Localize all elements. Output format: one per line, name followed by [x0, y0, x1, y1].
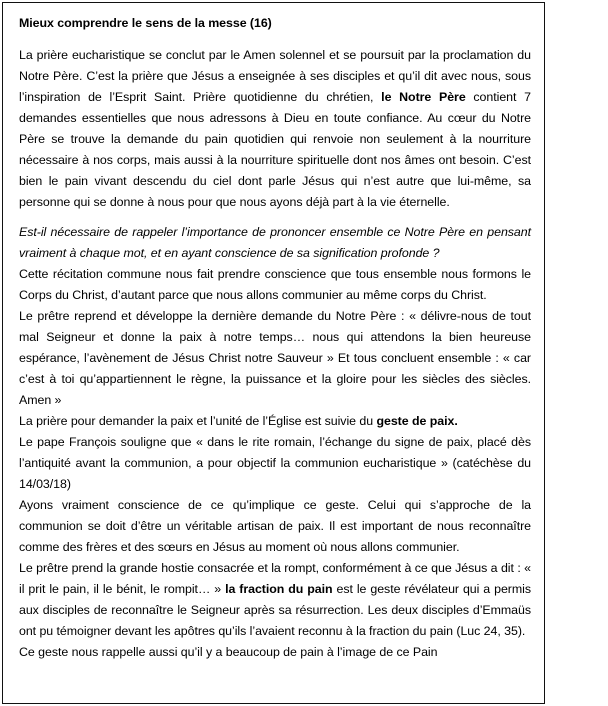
paragraph-4: [19, 306, 531, 411]
text-run: Le prêtre reprend et développe la dernière demande du Notre Père : « délivre-nous de tout mal Seigneur et donne la paix à notre temps… nous qui attendons la bien heureuse espérance, l’avènement de Jésus Christ notre Sauveur » Et tous concluent ensemble : « car c’est à toi qu’appartiennent le règne, la puissance et la gloire pour les siècles des siècles. Amen »: [19, 309, 531, 407]
text-run: est le geste révélateur qui a permis aux disciples de reconnaître le Seigneur après sa résurrection. Les deux disciples d’Emmaüs ont pu témoigner devant les apôtres qu’ils l’avaient reconnu à la fraction du pain (Luc 24, 35).: [19, 582, 531, 638]
text-run: Cette récitation commune nous fait prendre conscience que tous ensemble nous formons le Corps du Christ, d’autant parce que nous allons communier au même corps du Christ.: [19, 267, 531, 302]
paragraph-8: [19, 558, 531, 642]
paragraph-5: [19, 411, 531, 432]
text-run: Le prêtre prend la grande hostie consacrée et la rompt, conformément à ce que Jésus a dit : « il prit le pain, il le bénit, le rompit… »: [19, 561, 531, 596]
emphasis-run: la fraction du pain: [225, 582, 333, 596]
emphasis-run: le Notre Père: [381, 90, 466, 104]
emphasis-run: geste de paix.: [376, 414, 458, 428]
paragraph-3: [19, 264, 531, 306]
paragraph-7: [19, 495, 531, 558]
paragraph-6: [19, 432, 531, 495]
document-body: [3, 3, 544, 663]
text-run: Le pape François souligne que « dans le rite romain, l’échange du signe de paix, placé dès l’antiquité avant la communion, a pour objectif la communion eucharistique » (catéchèse du 14/03/18): [19, 435, 531, 491]
text-run: La prière eucharistique se conclut par le Amen solennel et se poursuit par la proclamation du Notre Père. C’est la prière que Jésus a enseignée à ses disciples et qu’il dit avec nous, sous l’inspiration de l’Esprit Saint. Prière quotidienne du chrétien,: [19, 48, 531, 104]
text-frame-border: [2, 2, 545, 704]
paragraph-1: [19, 45, 531, 213]
text-run: La prière pour demander la paix et l’unité de l’Église est suivie du: [19, 414, 377, 428]
text-run: Ce geste nous rappelle aussi qu’il y a beaucoup de pain à l’image de ce Pain: [19, 645, 438, 659]
text-run: Est-il nécessaire de rappeler l’importance de prononcer ensemble ce Notre Père en pensant vraiment à chaque mot, et en ayant conscience de sa signification profonde ?: [19, 225, 531, 260]
paragraph-2-italic: [19, 222, 531, 264]
paragraph-9-clipped: [19, 642, 531, 663]
page-title: Mieux comprendre le sens de la messe (16): [19, 16, 272, 30]
text-run: contient 7 demandes essentielles que nous adressons à Dieu en toute confiance. Au cœur du Notre Père se trouve la demande du pain quotidien qui renvoie non seulement à la nourriture nécessaire à nos corps, mais aussi à la nourriture spirituelle dont nos âmes ont besoin. C’est bien le pain vivant descendu du ciel dont parle Jésus qui n’est autre que lui-même, sa personne qui se donne à nous pour que nous ayons déjà part à la vie éternelle.: [19, 90, 531, 209]
text-run: Ayons vraiment conscience de ce qu’implique ce geste. Celui qui s’approche de la communion se doit d’être un véritable artisan de paix. Il est important de nous reconnaître comme des frères et des sœurs en Jésus au moment où nous allons communier.: [19, 498, 531, 554]
